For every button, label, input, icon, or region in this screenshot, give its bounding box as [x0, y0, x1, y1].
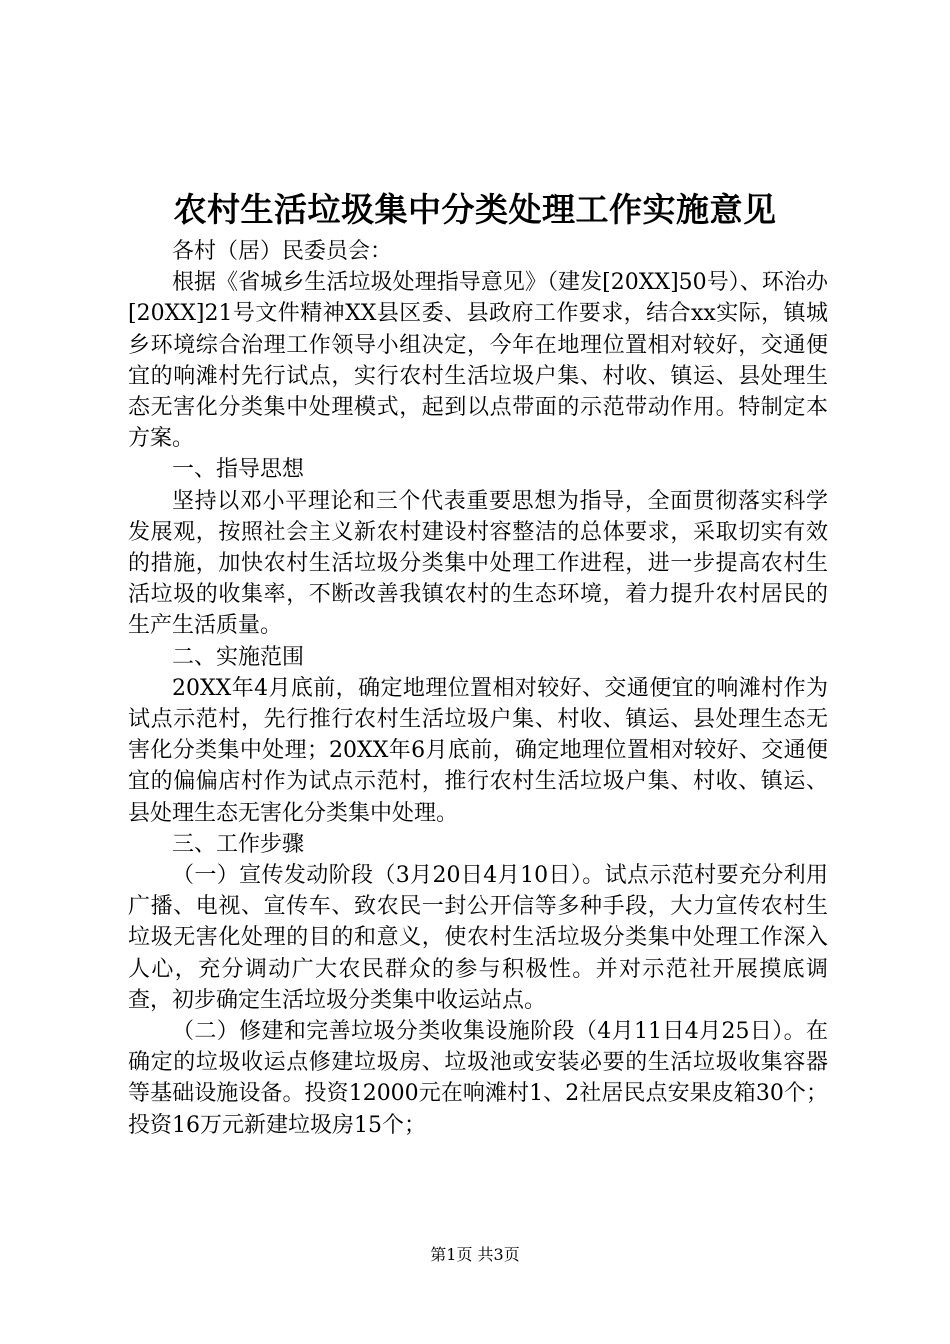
body-paragraph-intro: 根据《省城乡生活垃圾处理指导意见》（建发[20XX]50号）、环治办[20XX]21号文件精神XX县区委、县政府工作要求，结合xx实际，镇城乡环境综合治理工作领导小组决定，今年在地理位置相对较好，交通便宜的响滩村先行试点，实行农村生活垃圾户集、村收、镇运、县处理生态无害化分类集中处理模式，起到以点带面的示范带动作用。特制定本方案。 [128, 270, 828, 452]
body-paragraph-scope: 20XX年4月底前，确定地理位置相对较好、交通便宜的响滩村作为试点示范村，先行推行农村生活垃圾户集、村收、镇运、县处理生态无害化分类集中处理；20XX年6月底前，确定地理位置相对较好、交通便宜的偏偏店村作为试点示范村，推行农村生活垃圾户集、村收、镇运、县处理生态无害化分类集中处理。 [128, 675, 828, 826]
page-footer: 第1页 共3页 [430, 1245, 520, 1264]
body-paragraph-step-one: （一）宣传发动阶段（3月20日4月10日）。试点示范村要充分利用广播、电视、宣传车、致农民一封公开信等多种手段，大力宣传农村生垃圾无害化处理的目的和意义，使农村生活垃圾分类集中处理工作深入人心，充分调动广大农民群众的参与积极性。并对示范社开展摸底调查，初步确定生活垃圾分类集中收运站点。 [128, 863, 829, 1013]
salutation: 各村（居）民委员会： [172, 239, 393, 264]
body-paragraph-guiding-ideology: 坚持以邓小平理论和三个代表重要思想为指导，全面贯彻落实科学发展观，按照社会主义新农村建设村容整洁的总体要求，采取切实有效的措施，加快农村生活垃圾分类集中处理工作进程，进一步提高农村生活垃圾的收集率，不断改善我镇农村的生态环境，着力提升农村居民的生产生活质量。 [128, 488, 828, 639]
body-paragraph-step-two: （二）修建和完善垃圾分类收集设施阶段（4月11日4月25日）。在确定的垃圾收运点修建垃圾房、垃圾池或安装必要的生活垃圾收集容器等基础设施设备。投资12000元在响滩村1、2社居民点安果皮箱30个；投资16万元新建垃圾房15个； [128, 1019, 829, 1138]
section-heading-scope: 二、实施范围 [172, 644, 305, 670]
document-title: 农村生活垃圾集中分类处理工作实施意见 [173, 190, 777, 229]
section-heading-work-steps: 三、工作步骤 [172, 831, 305, 857]
document-body [128, 236, 828, 1141]
section-heading-guiding-ideology: 一、指导思想 [172, 457, 305, 483]
